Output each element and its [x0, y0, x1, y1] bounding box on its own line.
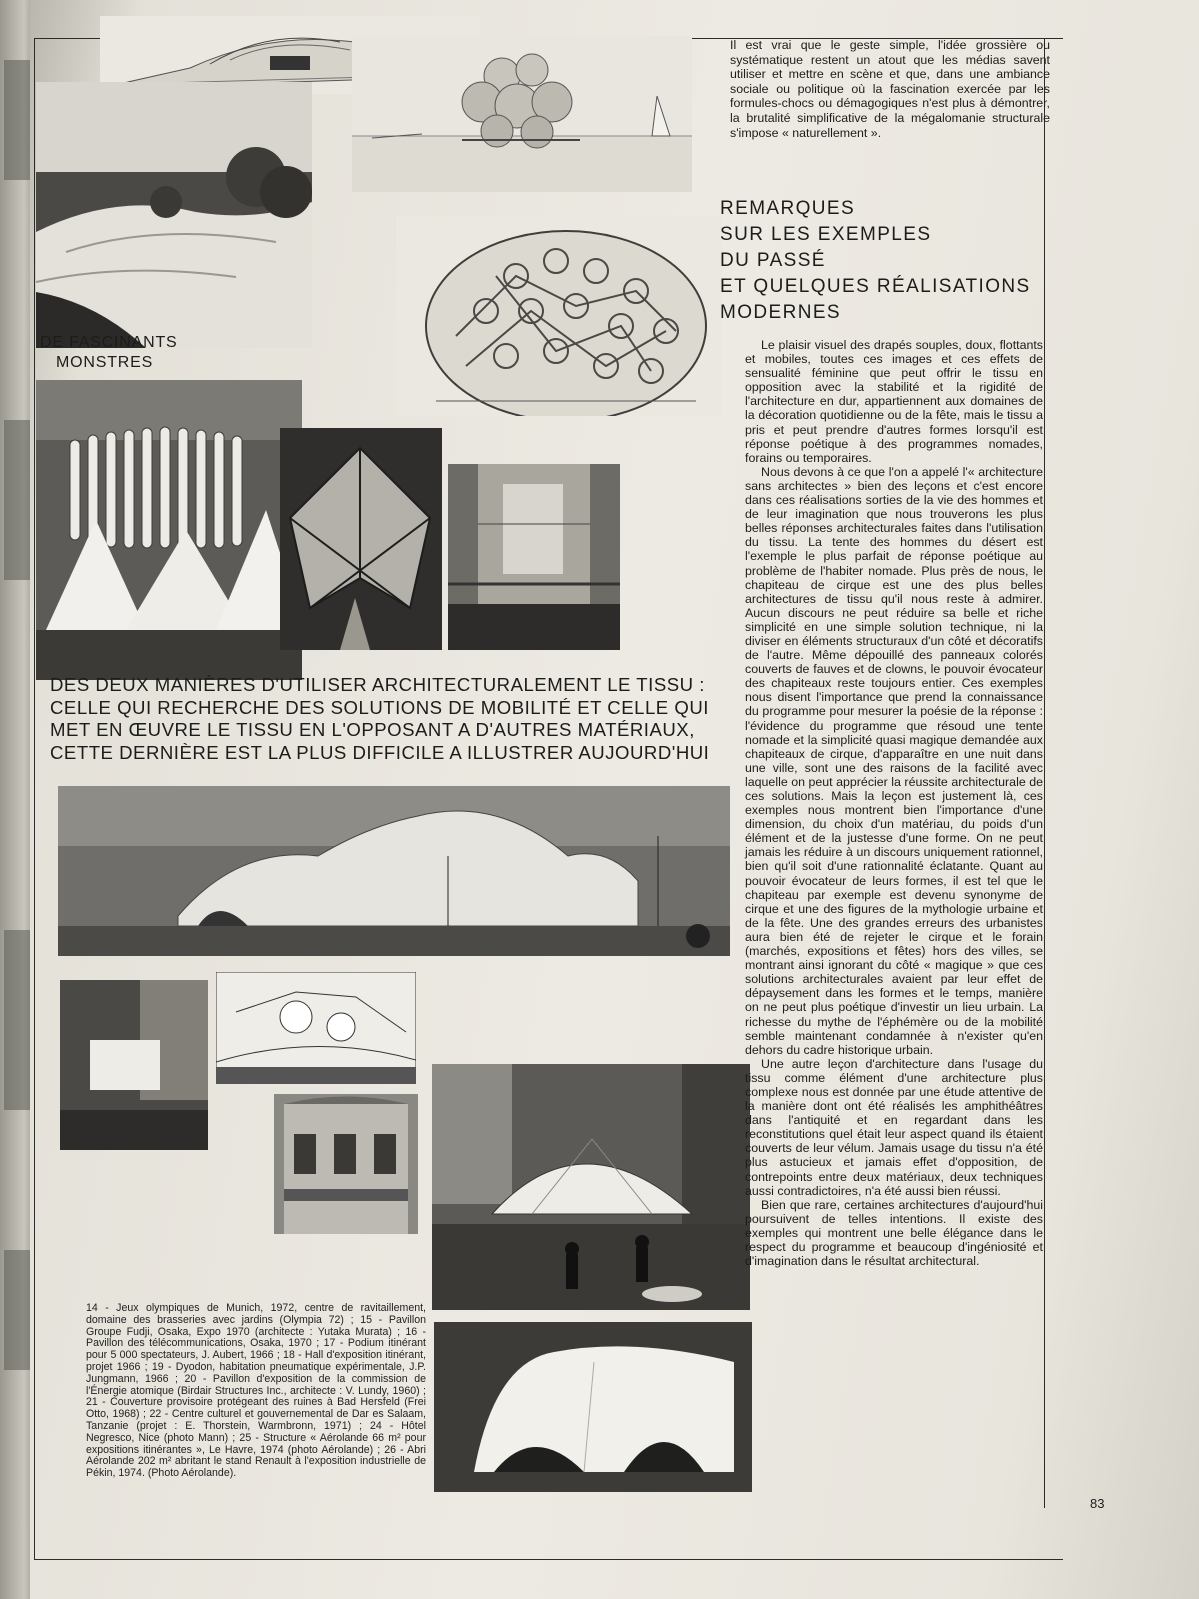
figure-ruins-cover-photo — [60, 980, 208, 1150]
figure-cultural-center-sketch — [216, 972, 416, 1084]
page-number: 83 — [1090, 1496, 1105, 1511]
caption-heading-line: DE FASCINANTS — [40, 334, 178, 351]
body-paragraph: Une autre leçon d'architecture dans l'usage du tissu comme élément d'une architecture plus complexe nous est donnée par une étude attentive de la manière dont ont été réalisés les amphithéâtres dans l'antiquité et en regardant dans les reconstitutions quel était leur aspect quand ils étaient couverts de leur vélum. Jamais usage du tissu n'a été plus astucieux et jamais effet d'opposition, de contrepoints entre deux matériaux, deux techniques aussi contradictoires, n'a été aussi bien réussi. — [745, 1056, 1043, 1198]
banner-line: MET EN ŒUVRE LE TISSU EN L'OPPOSANT A D'AUTRES MATÉRIAUX, — [50, 719, 695, 740]
figure-renault-shelter-photo — [434, 1322, 752, 1492]
section-heading-line: SUR LES EXEMPLES — [720, 224, 932, 245]
article-body — [745, 338, 1043, 1268]
intro-paragraph: Il est vrai que le geste simple, l'idée grossière ou systématique restent un atout que les médias savent utiliser et mettre en scène et que, dans une ambiance sociale ou politique où la fascination exercée par les formules-chocs ou démagogiques n'est plus à démontrer, la brutalité simplificative de la mégalomanie structurale s'impose « naturellement ». — [730, 38, 1050, 140]
figure-star-tent-photo — [280, 428, 442, 650]
figure-aerolande-dome-photo — [432, 1064, 750, 1310]
body-paragraph: Le plaisir visuel des drapés souples, doux, flottants et mobiles, toutes ces images et ces effets de sensualité féminine que peut offrir le tissu en opposition avec la stabilité et la rigidité de l'architecture en dur, appartiennent aux domaines de la décoration quotidienne ou de la fête, mais le tissu a pris et peut prendre d'autres formes lorsqu'il est réponse poétique à des programmes nomades, forains ou temporaires. — [745, 338, 1043, 465]
figure-bubble-cluster-sketch — [352, 36, 692, 192]
section-heading — [720, 196, 1050, 326]
section-heading-line: ET QUELQUES RÉALISATIONS — [720, 276, 1031, 297]
figure-inflatable-landscape-photo — [36, 82, 312, 348]
section-heading-line: MODERNES — [720, 302, 841, 323]
figure-geodesic-dome-sketch — [396, 216, 722, 416]
magazine-page — [30, 0, 1199, 1599]
banner-line: CELLE QUI RECHERCHE DES SOLUTIONS DE MOBILITÉ ET CELLE QUI — [50, 696, 709, 718]
figure-munich-olympic-tent-photo — [36, 380, 302, 680]
body-paragraph: Bien que rare, certaines architectures d'aujourd'hui poursuivent de telles intentions. Il existe des exemples qui montrent une belle élégance dans le respect du programme et beaucoup d'ingéniosité et d'imagination dans le résultat architectural. — [745, 1197, 1043, 1269]
headline-banner — [50, 674, 750, 764]
banner-line: CETTE DERNIÈRE EST LA PLUS DIFFICILE A ILLUSTRER AUJOURD'HUI — [50, 741, 710, 763]
figure-arena-interior-photo — [448, 464, 620, 650]
figure-pneumatic-domes-panorama — [58, 786, 730, 956]
figure-captions: 14 - Jeux olympiques de Munich, 1972, centre de ravitaillement, domaine des brasseries avec jardins (Olympia 72) ; 15 - Pavillon Groupe Fudji, Osaka, Expo 1970 (architecte : Yutaka Murata) ; 16 - Pavillon des télécommunications, Osaka, 1970 ; 17 - Podium itinérant pour 5 000 spectateurs, J. Aubert, 1966 ; 18 - Hall d'exposition itinérant, projet 1966 ; 19 - Dyodon, habitation pneumatique expérimentale, J.P. Jungmann, 1966 ; 20 - Pavillon d'exposition de la commission de l'Énergie atomique (Birdair Structures Inc., architecte : V. Lundy, 1960) ; 21 - Couverture provisoire protégeant des ruines à Bad Hersfeld (Frei Otto, 1968) ; 22 - Centre culturel et gouvernemental de Dar es Salaam, Tanzanie (projet : E. Thorstein, Warmbronn, 1971) ; 24 - Hôtel Negresco, Nice (photo Mann) ; 25 - Structure « Aérolande 66 m² pour expositions itinérantes », Le Havre, 1974 (photo Aérolande) ; 26 - Abri Aérolande 202 m² abritant le stand Renault à l'exposition industrielle de Pékin, 1974. (Photo Aérolande). — [86, 1302, 426, 1480]
body-paragraph: Nous devons à ce que l'on a appelé l'« architecture sans architectes » bien des leçons et c'est encore dans ces réalisations sorties de la vie des hommes et de leur imagination que nous trouverons les plus belles réponses architecturales faites dans l'utilisation du tissu. La tente des hommes du désert est l'exemple le plus parfait de réponse poétique au problème de l'habiter nomade. Plus près de nous, le chapiteau de cirque est une des plus belles architectures de tissu qu'il nous reste à admirer. Aucun discours ne peut réduire sa belle et riche simplicité en une simple solution technique, ni la diviser en éléments structuraux d'un côté et décoratifs de l'autre. Même dépouillé des panneaux colorés couverts de fauves et de clowns, le pouvoir évocateur des chapiteaux reste toujours entier. Ces exemples nous disent l'importance que prend la connaissance du programme pour mesurer la poésie de la réponse : l'évidence du programme que résoud une tente nomade et la simplicité quasi magique demandée aux chapiteaux de cirque, d'apparaître en une nuit dans une ville, sont une des raisons de la facilité avec laquelle on peut apprécier la réussite architecturale de ces solutions. Mais la leçon est justement là, ces exemples nous montrent bien l'importance d'une dimension, du choix d'un matériau, du poids d'un élément et de la justesse d'une forme. On ne peut jamais les réduire à un discours uniquement rationnel, bien qu'il soit d'une rationnalité éclatante. Quant au pouvoir évocateur de leurs formes, il est tel que le chapiteau par exemple est devenu synonyme de cirque et une des figures de la mythologie urbaine et de la fête. Une des grandes erreurs des urbanistes aura bien été de rejeter le cirque et le forain (marchés, expositions et fêtes) hors des villes, se montrant ainsi ignorant du côté « magique » que ces solutions architecturales avaient par leur effet de dépaysement dans les formes et le temps, manière on ne peut plus poétique d'investir un lieu urbain. La richesse du mythe de l'éphémère ou de la mobilité semble maintenant condamnée à n'exister qu'en dehors du cadre historique urbain. — [745, 464, 1043, 1057]
banner-line: DES DEUX MANIÈRES D'UTILISER ARCHITECTURALEMENT LE TISSU : — [50, 674, 705, 695]
section-heading-line: REMARQUES — [720, 198, 856, 219]
caption-heading — [40, 333, 190, 373]
caption-heading-line: MONSTRES — [56, 354, 154, 371]
section-heading-line: DU PASSÉ — [720, 250, 826, 271]
figure-hotel-negresco-photo — [274, 1094, 418, 1234]
